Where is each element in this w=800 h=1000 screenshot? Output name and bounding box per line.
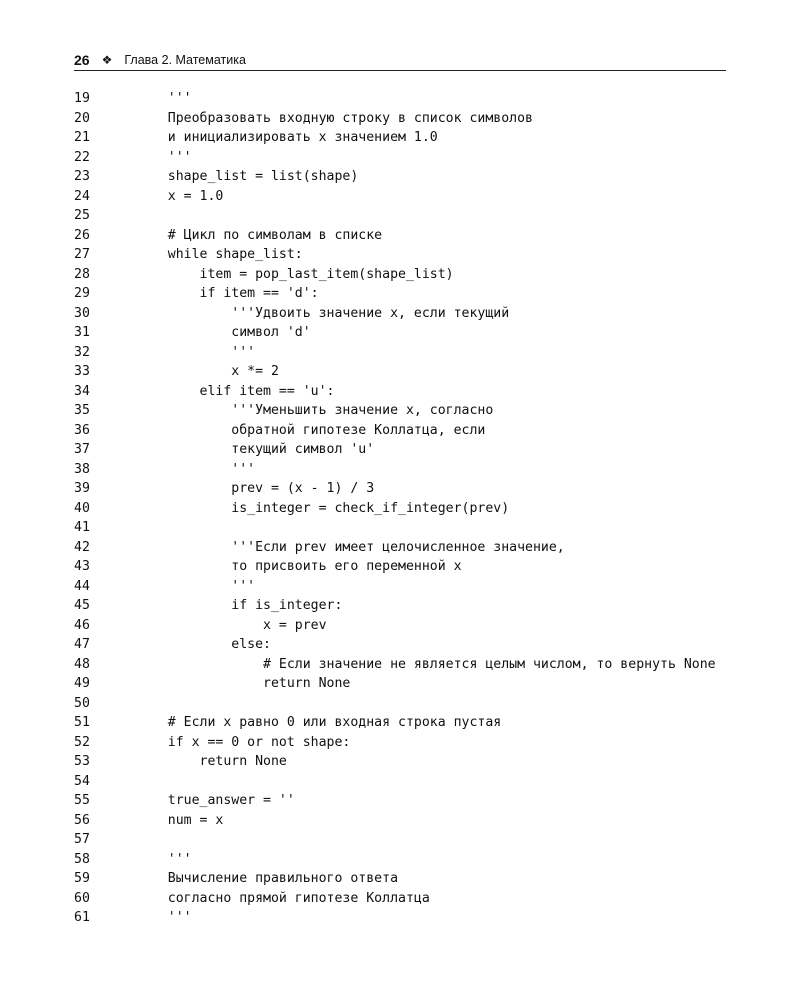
line-number: 47 xyxy=(74,637,90,652)
code-line xyxy=(74,89,734,109)
ornament-icon: ❖ xyxy=(101,53,113,67)
code-line xyxy=(74,265,734,285)
line-number: 41 xyxy=(74,520,90,535)
code-text xyxy=(136,518,734,538)
line-number: 44 xyxy=(74,578,90,594)
line-number: 42 xyxy=(74,539,90,555)
code-text: ''' xyxy=(136,149,192,165)
code-line xyxy=(74,128,734,148)
line-number: 21 xyxy=(74,130,90,145)
code-text: согласно прямой гипотезе Коллатца xyxy=(136,890,430,906)
code-line xyxy=(74,206,734,226)
code-line xyxy=(74,499,734,519)
line-number: 39 xyxy=(74,481,90,496)
line-number: 34 xyxy=(74,383,90,399)
code-line xyxy=(74,226,734,246)
code-text: ''' xyxy=(136,910,192,925)
code-line xyxy=(74,323,734,343)
line-number: 61 xyxy=(74,910,90,925)
line-number: 40 xyxy=(74,500,90,516)
code-text: prev = (x - 1) / 3 xyxy=(136,481,375,496)
line-number: 35 xyxy=(74,403,90,418)
line-number: 23 xyxy=(74,169,90,184)
code-text xyxy=(136,772,734,792)
line-number: 55 xyxy=(74,793,90,808)
code-line xyxy=(74,889,734,909)
code-text: текущий символ 'u' xyxy=(136,442,375,457)
code-line xyxy=(74,440,734,460)
line-number: 38 xyxy=(74,461,90,477)
line-number: 54 xyxy=(74,773,90,789)
code-text: ''' xyxy=(136,344,256,360)
code-line xyxy=(74,655,734,675)
code-line xyxy=(74,713,734,733)
line-number: 27 xyxy=(74,247,90,262)
line-number: 49 xyxy=(74,676,90,691)
line-number: 56 xyxy=(74,812,90,828)
code-listing xyxy=(74,89,734,928)
line-number: 45 xyxy=(74,598,90,613)
code-line xyxy=(74,304,734,324)
code-line xyxy=(74,791,734,811)
line-number: 20 xyxy=(74,110,90,126)
line-number: 28 xyxy=(74,266,90,282)
code-text: '''Уменьшить значение x, согласно xyxy=(136,403,494,418)
code-text: символ 'd' xyxy=(136,325,311,340)
code-line xyxy=(74,674,734,694)
code-text: x *= 2 xyxy=(136,364,279,379)
line-number: 30 xyxy=(74,305,90,321)
code-line xyxy=(74,382,734,402)
line-number: 31 xyxy=(74,325,90,340)
line-number: 43 xyxy=(74,559,90,574)
code-text: x = prev xyxy=(136,617,327,633)
code-line xyxy=(74,733,734,753)
line-number: 26 xyxy=(74,227,90,243)
line-number: 58 xyxy=(74,851,90,867)
code-text: ''' xyxy=(136,91,192,106)
code-text: Преобразовать входную строку в список символов xyxy=(136,110,533,126)
code-text: ''' xyxy=(136,851,192,867)
code-line xyxy=(74,518,734,538)
code-line xyxy=(74,187,734,207)
line-number: 57 xyxy=(74,832,90,847)
code-text: '''Если prev имеет целочисленное значение, xyxy=(136,539,565,555)
code-line xyxy=(74,752,734,772)
code-line xyxy=(74,772,734,792)
line-number: 24 xyxy=(74,188,90,204)
code-text: '''Удвоить значение x, если текущий xyxy=(136,305,510,321)
code-text xyxy=(136,206,734,226)
line-number: 37 xyxy=(74,442,90,457)
code-line xyxy=(74,284,734,304)
code-line xyxy=(74,245,734,265)
code-text: # Если значение не является целым числом, то вернуть None xyxy=(136,656,716,672)
code-text: и инициализировать x значением 1.0 xyxy=(136,130,438,145)
page-number: 26 xyxy=(74,52,90,68)
line-number: 59 xyxy=(74,871,90,886)
code-line xyxy=(74,343,734,363)
line-number: 50 xyxy=(74,695,90,711)
line-number: 33 xyxy=(74,364,90,379)
code-line xyxy=(74,401,734,421)
code-text: return None xyxy=(136,754,287,769)
code-text xyxy=(136,830,734,850)
code-line xyxy=(74,694,734,714)
code-text: true_answer = '' xyxy=(136,793,295,808)
code-text: # Если x равно 0 или входная строка пустая xyxy=(136,715,502,730)
code-line xyxy=(74,596,734,616)
code-line xyxy=(74,850,734,870)
code-text: item = pop_last_item(shape_list) xyxy=(136,266,454,282)
code-line xyxy=(74,908,734,928)
code-text: if item == 'd': xyxy=(136,286,319,301)
line-number: 36 xyxy=(74,422,90,438)
line-number: 22 xyxy=(74,149,90,165)
code-text: ''' xyxy=(136,461,256,477)
code-line xyxy=(74,148,734,168)
code-text: num = x xyxy=(136,812,224,828)
code-line xyxy=(74,577,734,597)
code-line xyxy=(74,362,734,382)
code-text: x = 1.0 xyxy=(136,188,224,204)
line-number: 53 xyxy=(74,754,90,769)
code-text: while shape_list: xyxy=(136,247,303,262)
code-line xyxy=(74,538,734,558)
code-line xyxy=(74,557,734,577)
code-text: if x == 0 or not shape: xyxy=(136,734,351,750)
page-header xyxy=(74,50,726,71)
line-number: 25 xyxy=(74,208,90,223)
code-text: ''' xyxy=(136,578,256,594)
code-line xyxy=(74,479,734,499)
code-line xyxy=(74,109,734,129)
code-text: то присвоить его переменной x xyxy=(136,559,462,574)
code-line xyxy=(74,830,734,850)
code-line xyxy=(74,869,734,889)
line-number: 29 xyxy=(74,286,90,301)
line-number: 32 xyxy=(74,344,90,360)
line-number: 60 xyxy=(74,890,90,906)
chapter-title: Глава 2. Математика xyxy=(124,53,246,67)
line-number: 48 xyxy=(74,656,90,672)
code-text: shape_list = list(shape) xyxy=(136,169,359,184)
line-number: 51 xyxy=(74,715,90,730)
code-line xyxy=(74,167,734,187)
line-number: 52 xyxy=(74,734,90,750)
code-text: # Цикл по символам в списке xyxy=(136,227,383,243)
code-text xyxy=(136,694,734,714)
code-line xyxy=(74,616,734,636)
code-text: обратной гипотезе Коллатца, если xyxy=(136,422,486,438)
code-text: else: xyxy=(136,637,271,652)
line-number: 46 xyxy=(74,617,90,633)
code-line xyxy=(74,635,734,655)
code-text: is_integer = check_if_integer(prev) xyxy=(136,500,510,516)
code-text: elif item == 'u': xyxy=(136,383,335,399)
code-line xyxy=(74,460,734,480)
code-line xyxy=(74,421,734,441)
code-line xyxy=(74,811,734,831)
line-number: 19 xyxy=(74,91,90,106)
code-text: if is_integer: xyxy=(136,598,343,613)
code-text: return None xyxy=(136,676,351,691)
code-text: Вычисление правильного ответа xyxy=(136,871,399,886)
